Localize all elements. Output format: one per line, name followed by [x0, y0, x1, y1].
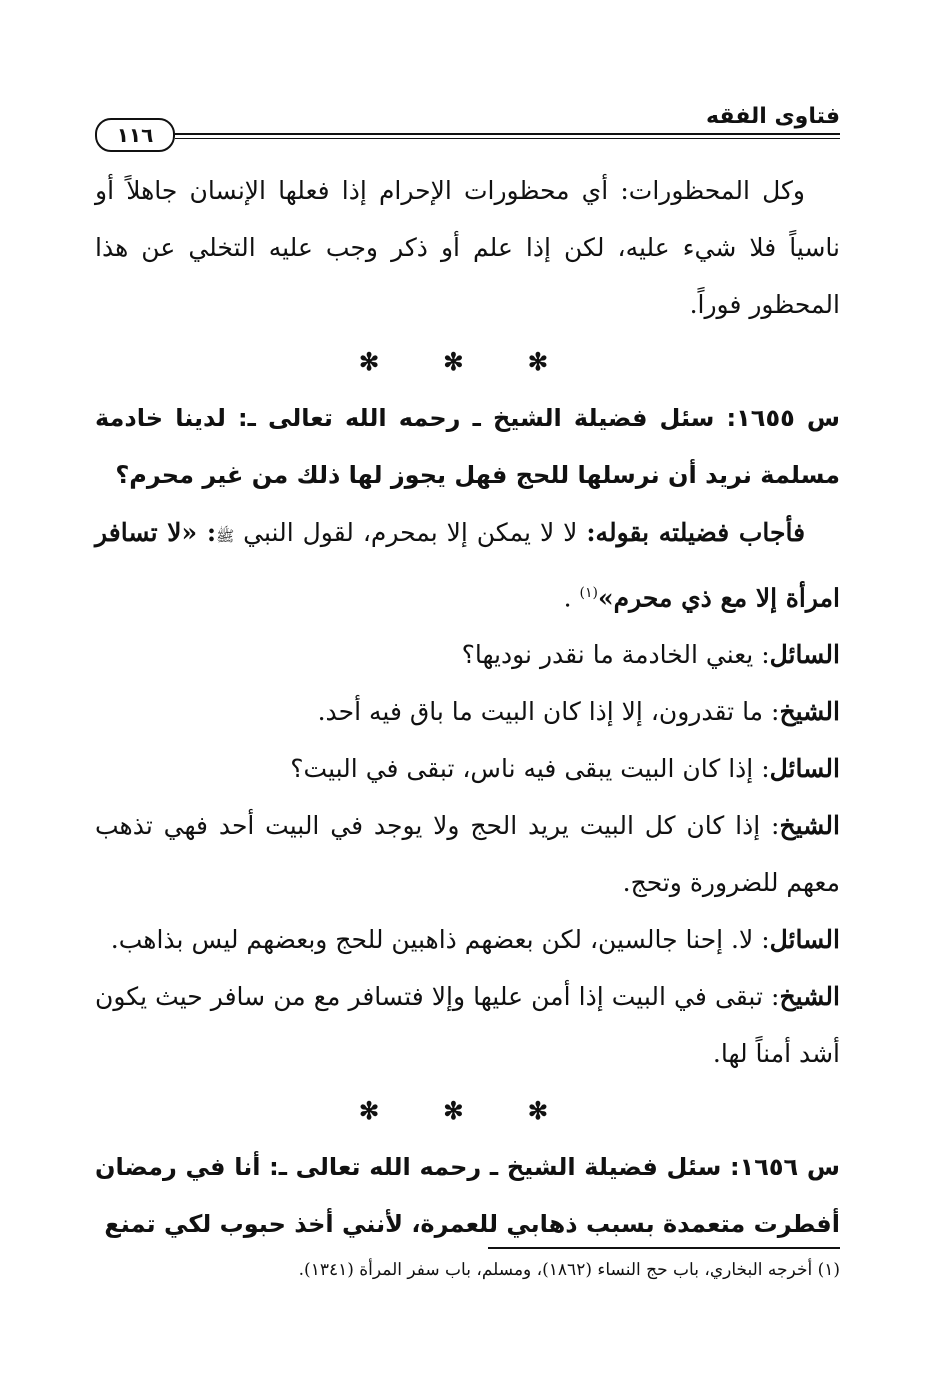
speaker-asker: السائل: [769, 640, 840, 670]
dialogue-text: : تبقى في البيت إذا أمن عليها وإلا فتسافر مع من سافر حيث يكون أشد أمناً لها.: [95, 982, 840, 1069]
header-rule-thin: [175, 138, 840, 139]
dialogue-text: : إذا كان البيت يبقى فيه ناس، تبقى في البيت؟: [290, 754, 770, 784]
dialogue-text: : لا. إحنا جالسين، لكن بعضهم ذاهبين للحج وبعضهم ليس بذاهب.: [110, 925, 770, 955]
question-1656: س ١٦٥٦: سئل فضيلة الشيخ ـ رحمه الله تعالى ـ: أنا في رمضان أفطرت متعمدة بسبب ذهابي للعمرة، لأنني أخذ حبوب لكي تمنع: [95, 1153, 840, 1239]
page-body: [95, 162, 840, 1253]
book-title: فتاوى الفقه: [706, 104, 840, 129]
hadith-quote: : «لا تسافر امرأة إلا مع ذي محرم»: [95, 518, 840, 613]
dialogue-line-5: [95, 911, 840, 968]
answer-lead: فأجاب فضيلته بقوله:: [586, 518, 806, 547]
dialogue-text: : إذا كان كل البيت يريد الحج ولا يوجد في البيت أحد فهي تذهب معهم للضرورة وتحج.: [95, 811, 840, 898]
paragraph-intro: وكل المحظورات: أي محظورات الإحرام إذا فعلها الإنسان جاهلاً أو ناسياً فلا شيء عليه، لكن إذا علم أو ذكر وجب عليه التخلي عن هذا المحظور فوراً.: [95, 176, 840, 319]
dialogue-text: : يعني الخادمة ما نقدر نوديها؟: [461, 640, 770, 670]
speaker-asker: السائل: [769, 754, 840, 784]
speaker-sheikh: الشيخ: [779, 697, 840, 727]
question-1655: س ١٦٥٥: سئل فضيلة الشيخ ـ رحمه الله تعالى ـ: لدينا خادمة مسلمة نريد أن نرسلها للحج فهل يجوز لها ذلك من غير محرم؟: [95, 404, 841, 489]
footnote-rule: [488, 1247, 840, 1249]
speaker-asker: السائل: [769, 925, 840, 955]
speaker-sheikh: الشيخ: [779, 811, 840, 841]
dialogue-line-4: [95, 797, 840, 911]
dialogue-line-2: [95, 683, 840, 740]
section-separator: ✻ ✻ ✻: [358, 1096, 577, 1126]
answer-text: لا لا يمكن إلا بمحرم، لقول النبي: [243, 518, 578, 547]
dialogue-line-1: [95, 626, 840, 683]
dialogue-text: : ما تقدرون، إلا إذا كان البيت ما باق فيه أحد.: [317, 697, 780, 727]
answer-1655: [95, 504, 840, 626]
salutation-glyph: ﷺ: [216, 527, 235, 545]
answer-end: .: [563, 583, 572, 613]
section-separator: ✻ ✻ ✻: [358, 347, 577, 376]
page-number: ١١٦: [95, 118, 175, 152]
footnote-ref: (١): [579, 585, 598, 601]
footnote: (١) أخرجه البخاري، باب حج النساء (١٨٦٢)، ومسلم، باب سفر المرأة (١٣٤١).: [298, 1260, 840, 1280]
page-header: [95, 100, 840, 150]
speaker-sheikh: الشيخ: [779, 982, 840, 1012]
header-rule: [175, 133, 840, 135]
dialogue-line-3: [95, 740, 840, 797]
dialogue-line-6: [95, 968, 840, 1082]
